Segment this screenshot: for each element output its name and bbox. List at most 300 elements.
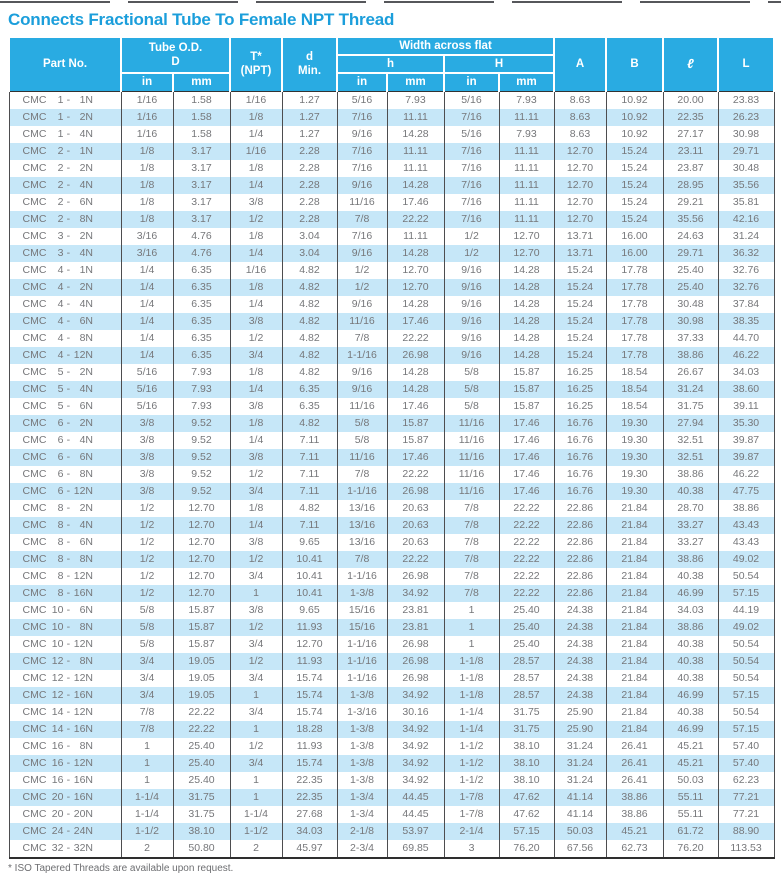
value-cell: 31.75 [499, 721, 554, 738]
value-cell: 1/2 [230, 211, 282, 228]
value-cell: 31.75 [173, 806, 230, 823]
value-cell: 32.51 [663, 432, 718, 449]
part-no-cell: CMC 2 - 1N [9, 143, 121, 160]
value-cell: 28.70 [663, 500, 718, 517]
value-cell: 3/8 [230, 398, 282, 415]
value-cell: 26.98 [387, 636, 444, 653]
value-cell: 9/16 [444, 313, 499, 330]
value-cell: 7.93 [499, 126, 554, 143]
table-row [9, 296, 774, 313]
value-cell: 11/16 [444, 432, 499, 449]
value-cell: 50.03 [554, 823, 606, 840]
top-divider-rule [0, 1, 781, 3]
table-row [9, 194, 774, 211]
value-cell: 22.86 [554, 500, 606, 517]
value-cell: 39.87 [718, 449, 774, 466]
value-cell: 16.76 [554, 466, 606, 483]
value-cell: 2 [230, 840, 282, 858]
value-cell: 22.22 [499, 585, 554, 602]
value-cell: 14.28 [499, 347, 554, 364]
subheader-H-in: in [444, 73, 499, 91]
value-cell: 15.24 [606, 194, 663, 211]
value-cell: 23.87 [663, 160, 718, 177]
part-no-cell: CMC 6 - 12N [9, 483, 121, 500]
value-cell: 12.70 [173, 568, 230, 585]
value-cell: 1-3/8 [337, 772, 387, 789]
value-cell: 1/4 [230, 245, 282, 262]
d-label: d [306, 50, 314, 63]
value-cell: 69.85 [387, 840, 444, 858]
table-row [9, 143, 774, 160]
value-cell: 15.87 [173, 602, 230, 619]
value-cell: 2 [121, 840, 173, 858]
value-cell: 2.28 [282, 143, 337, 160]
value-cell: 15.74 [282, 687, 337, 704]
value-cell: 20.00 [663, 91, 718, 109]
value-cell: 18.54 [606, 381, 663, 398]
value-cell: 10.92 [606, 126, 663, 143]
value-cell: 1/16 [121, 109, 173, 126]
value-cell: 7/8 [337, 211, 387, 228]
value-cell: 14.28 [499, 330, 554, 347]
value-cell: 17.78 [606, 279, 663, 296]
value-cell: 26.98 [387, 347, 444, 364]
part-no-cell: CMC 14 - 12N [9, 704, 121, 721]
value-cell: 7/8 [444, 585, 499, 602]
value-cell: 9/16 [337, 381, 387, 398]
value-cell: 1.27 [282, 91, 337, 109]
table-row [9, 347, 774, 364]
value-cell: 7/16 [444, 109, 499, 126]
value-cell: 46.99 [663, 687, 718, 704]
value-cell: 15.87 [173, 619, 230, 636]
value-cell: 1/4 [230, 517, 282, 534]
value-cell: 1/4 [121, 347, 173, 364]
value-cell: 25.40 [663, 279, 718, 296]
value-cell: 44.45 [387, 789, 444, 806]
value-cell: 1-3/8 [337, 585, 387, 602]
value-cell: 61.72 [663, 823, 718, 840]
part-no-cell: CMC 4 - 12N [9, 347, 121, 364]
value-cell: 23.83 [718, 91, 774, 109]
value-cell: 15.87 [387, 432, 444, 449]
value-cell: 1 [444, 636, 499, 653]
value-cell: 11.11 [499, 194, 554, 211]
value-cell: 34.92 [387, 585, 444, 602]
value-cell: 1/8 [230, 279, 282, 296]
part-no-cell: CMC 5 - 4N [9, 381, 121, 398]
value-cell: 32.51 [663, 449, 718, 466]
value-cell: 10.41 [282, 585, 337, 602]
value-cell: 23.81 [387, 619, 444, 636]
value-cell: 3.04 [282, 228, 337, 245]
value-cell: 9/16 [337, 177, 387, 194]
value-cell: 7.11 [282, 517, 337, 534]
value-cell: 46.22 [718, 347, 774, 364]
part-no-cell: CMC 16 - 8N [9, 738, 121, 755]
value-cell: 11.93 [282, 653, 337, 670]
value-cell: 7/16 [444, 143, 499, 160]
table-row [9, 466, 774, 483]
value-cell: 46.99 [663, 721, 718, 738]
value-cell: 7.93 [499, 91, 554, 109]
value-cell: 1/4 [230, 432, 282, 449]
value-cell: 1/8 [121, 143, 173, 160]
value-cell: 38.86 [663, 466, 718, 483]
value-cell: 16.76 [554, 415, 606, 432]
part-no-cell: CMC 14 - 16N [9, 721, 121, 738]
value-cell: 15.24 [554, 296, 606, 313]
value-cell: 7/8 [121, 721, 173, 738]
value-cell: 5/16 [444, 126, 499, 143]
value-cell: 7/8 [337, 330, 387, 347]
value-cell: 31.75 [173, 789, 230, 806]
value-cell: 38.10 [499, 755, 554, 772]
value-cell: 2.28 [282, 177, 337, 194]
value-cell: 77.21 [718, 789, 774, 806]
value-cell: 17.46 [387, 449, 444, 466]
part-no-cell: CMC 2 - 4N [9, 177, 121, 194]
value-cell: 45.21 [606, 823, 663, 840]
subheader-tube-mm: mm [173, 73, 230, 91]
value-cell: 4.82 [282, 313, 337, 330]
value-cell: 35.56 [663, 211, 718, 228]
value-cell: 3/4 [230, 636, 282, 653]
value-cell: 16.00 [606, 245, 663, 262]
value-cell: 15.24 [554, 313, 606, 330]
value-cell: 12.70 [173, 534, 230, 551]
part-no-cell: CMC 4 - 2N [9, 279, 121, 296]
value-cell: 14.28 [387, 245, 444, 262]
value-cell: 7/16 [444, 160, 499, 177]
value-cell: 9.52 [173, 415, 230, 432]
table-row [9, 568, 774, 585]
value-cell: 12.70 [554, 160, 606, 177]
value-cell: 25.90 [554, 704, 606, 721]
value-cell: 22.22 [387, 466, 444, 483]
value-cell: 31.24 [554, 772, 606, 789]
value-cell: 40.38 [663, 636, 718, 653]
value-cell: 3/8 [121, 466, 173, 483]
value-cell: 1-3/8 [337, 755, 387, 772]
value-cell: 3/8 [230, 194, 282, 211]
part-no-cell: CMC 1 - 4N [9, 126, 121, 143]
value-cell: 15.74 [282, 670, 337, 687]
value-cell: 7.11 [282, 449, 337, 466]
value-cell: 1-1/4 [444, 704, 499, 721]
value-cell: 2.28 [282, 194, 337, 211]
value-cell: 1/2 [121, 534, 173, 551]
table-row [9, 483, 774, 500]
value-cell: 12.70 [173, 551, 230, 568]
value-cell: 1-7/8 [444, 806, 499, 823]
t-star-label: T* [250, 50, 262, 63]
value-cell: 17.78 [606, 313, 663, 330]
value-cell: 11.93 [282, 738, 337, 755]
value-cell: 5/16 [444, 91, 499, 109]
value-cell: 22.35 [663, 109, 718, 126]
value-cell: 47.62 [499, 789, 554, 806]
value-cell: 3/8 [121, 432, 173, 449]
value-cell: 4.82 [282, 347, 337, 364]
value-cell: 1 [230, 721, 282, 738]
table-row [9, 109, 774, 126]
value-cell: 12.70 [554, 143, 606, 160]
value-cell: 29.21 [663, 194, 718, 211]
table-row [9, 551, 774, 568]
value-cell: 76.20 [499, 840, 554, 858]
value-cell: 11/16 [337, 194, 387, 211]
value-cell: 55.11 [663, 806, 718, 823]
col-header-h-upper: H [444, 55, 554, 73]
value-cell: 45.21 [663, 738, 718, 755]
part-no-cell: CMC 5 - 2N [9, 364, 121, 381]
value-cell: 31.24 [554, 755, 606, 772]
value-cell: 3/4 [121, 653, 173, 670]
value-cell: 6.35 [173, 347, 230, 364]
table-row [9, 721, 774, 738]
value-cell: 25.40 [173, 738, 230, 755]
value-cell: 11/16 [337, 449, 387, 466]
value-cell: 10.41 [282, 568, 337, 585]
value-cell: 17.46 [499, 415, 554, 432]
value-cell: 7.11 [282, 466, 337, 483]
value-cell: 25.90 [554, 721, 606, 738]
value-cell: 7/16 [444, 194, 499, 211]
value-cell: 38.86 [663, 619, 718, 636]
value-cell: 62.23 [718, 772, 774, 789]
value-cell: 25.40 [499, 602, 554, 619]
part-no-cell: CMC 20 - 16N [9, 789, 121, 806]
value-cell: 49.02 [718, 551, 774, 568]
value-cell: 38.86 [718, 500, 774, 517]
value-cell: 26.41 [606, 738, 663, 755]
page-title: Connects Fractional Tube To Female NPT Thread [8, 10, 395, 29]
value-cell: 16.76 [554, 483, 606, 500]
value-cell: 17.46 [387, 398, 444, 415]
value-cell: 1-1/8 [444, 687, 499, 704]
value-cell: 1/4 [230, 381, 282, 398]
value-cell: 1/2 [444, 245, 499, 262]
value-cell: 14.28 [499, 296, 554, 313]
value-cell: 11.11 [499, 143, 554, 160]
value-cell: 9.65 [282, 602, 337, 619]
value-cell: 1/16 [230, 143, 282, 160]
value-cell: 1/8 [121, 194, 173, 211]
col-header-d-min [282, 37, 337, 91]
value-cell: 38.86 [663, 347, 718, 364]
part-no-cell: CMC 8 - 16N [9, 585, 121, 602]
value-cell: 14.28 [387, 177, 444, 194]
value-cell: 35.30 [718, 415, 774, 432]
value-cell: 9/16 [337, 364, 387, 381]
value-cell: 17.78 [606, 347, 663, 364]
part-no-cell: CMC 4 - 1N [9, 262, 121, 279]
value-cell: 4.76 [173, 245, 230, 262]
value-cell: 40.38 [663, 483, 718, 500]
value-cell: 9/16 [444, 296, 499, 313]
value-cell: 7/8 [444, 517, 499, 534]
value-cell: 1/8 [121, 160, 173, 177]
value-cell: 21.84 [606, 670, 663, 687]
part-no-cell: CMC 6 - 8N [9, 466, 121, 483]
value-cell: 15.24 [606, 211, 663, 228]
value-cell: 4.82 [282, 296, 337, 313]
value-cell: 3.04 [282, 245, 337, 262]
value-cell: 11/16 [337, 313, 387, 330]
part-no-cell: CMC 4 - 4N [9, 296, 121, 313]
value-cell: 3.17 [173, 160, 230, 177]
table-row [9, 840, 774, 858]
value-cell: 11/16 [337, 398, 387, 415]
value-cell: 38.10 [499, 772, 554, 789]
value-cell: 9/16 [444, 279, 499, 296]
value-cell: 18.54 [606, 398, 663, 415]
value-cell: 9/16 [444, 347, 499, 364]
value-cell: 2.28 [282, 160, 337, 177]
value-cell: 39.87 [718, 432, 774, 449]
value-cell: 18.28 [282, 721, 337, 738]
table-row [9, 398, 774, 415]
value-cell: 3/8 [230, 602, 282, 619]
value-cell: 22.22 [499, 534, 554, 551]
part-no-cell: CMC 6 - 4N [9, 432, 121, 449]
value-cell: 3/4 [230, 670, 282, 687]
value-cell: 15.87 [173, 636, 230, 653]
col-header-tube-od [121, 37, 230, 73]
value-cell: 1/2 [121, 517, 173, 534]
value-cell: 6.35 [282, 398, 337, 415]
value-cell: 5/8 [121, 619, 173, 636]
value-cell: 22.86 [554, 534, 606, 551]
value-cell: 10.41 [282, 551, 337, 568]
value-cell: 22.35 [282, 789, 337, 806]
value-cell: 22.35 [282, 772, 337, 789]
value-cell: 7/16 [337, 143, 387, 160]
value-cell: 14.28 [387, 381, 444, 398]
table-row [9, 245, 774, 262]
part-no-label: Part No. [42, 58, 88, 71]
value-cell: 43.43 [718, 534, 774, 551]
value-cell: 62.73 [606, 840, 663, 858]
part-no-cell: CMC 4 - 6N [9, 313, 121, 330]
value-cell: 9/16 [444, 330, 499, 347]
value-cell: 14.28 [499, 313, 554, 330]
col-header-l: L [718, 37, 774, 91]
value-cell: 22.22 [173, 721, 230, 738]
value-cell: 44.19 [718, 602, 774, 619]
value-cell: 22.86 [554, 568, 606, 585]
table-row [9, 636, 774, 653]
value-cell: 1/2 [230, 738, 282, 755]
value-cell: 34.92 [387, 772, 444, 789]
value-cell: 4.82 [282, 279, 337, 296]
value-cell: 15.24 [554, 262, 606, 279]
value-cell: 12.70 [173, 585, 230, 602]
value-cell: 27.68 [282, 806, 337, 823]
value-cell: 22.22 [499, 568, 554, 585]
value-cell: 50.54 [718, 636, 774, 653]
value-cell: 1-1/8 [444, 670, 499, 687]
value-cell: 3.17 [173, 194, 230, 211]
spec-table-header [9, 37, 774, 91]
value-cell: 20.63 [387, 500, 444, 517]
value-cell: 39.11 [718, 398, 774, 415]
value-cell: 12.70 [387, 262, 444, 279]
col-header-b: B [606, 37, 663, 91]
value-cell: 1 [230, 789, 282, 806]
value-cell: 1/16 [121, 126, 173, 143]
value-cell: 34.03 [282, 823, 337, 840]
value-cell: 1/2 [230, 330, 282, 347]
value-cell: 1/4 [230, 296, 282, 313]
value-cell: 26.67 [663, 364, 718, 381]
value-cell: 40.38 [663, 653, 718, 670]
value-cell: 7.93 [173, 398, 230, 415]
value-cell: 44.45 [387, 806, 444, 823]
value-cell: 3/4 [121, 687, 173, 704]
value-cell: 40.38 [663, 568, 718, 585]
table-row [9, 755, 774, 772]
value-cell: 1/2 [121, 551, 173, 568]
value-cell: 1/2 [230, 551, 282, 568]
tube-od-d-label: D [171, 56, 180, 68]
part-no-cell: CMC 8 - 12N [9, 568, 121, 585]
value-cell: 3.17 [173, 143, 230, 160]
value-cell: 76.20 [663, 840, 718, 858]
value-cell: 1/4 [230, 126, 282, 143]
value-cell: 22.22 [173, 704, 230, 721]
table-row [9, 738, 774, 755]
min-label: Min. [298, 65, 322, 78]
value-cell: 3/4 [230, 755, 282, 772]
part-no-cell: CMC 10 - 8N [9, 619, 121, 636]
value-cell: 15.24 [554, 347, 606, 364]
value-cell: 38.10 [173, 823, 230, 840]
value-cell: 1.27 [282, 109, 337, 126]
value-cell: 50.54 [718, 568, 774, 585]
part-no-cell: CMC 32 - 32N [9, 840, 121, 858]
col-header-t-npt [230, 37, 282, 91]
part-no-cell: CMC 6 - 6N [9, 449, 121, 466]
value-cell: 5/16 [121, 398, 173, 415]
value-cell: 46.22 [718, 466, 774, 483]
value-cell: 25.40 [499, 636, 554, 653]
table-row [9, 517, 774, 534]
value-cell: 15.24 [606, 177, 663, 194]
value-cell: 26.98 [387, 670, 444, 687]
value-cell: 1-1/4 [230, 806, 282, 823]
value-cell: 2.28 [282, 211, 337, 228]
value-cell: 22.86 [554, 517, 606, 534]
value-cell: 49.02 [718, 619, 774, 636]
value-cell: 13/16 [337, 500, 387, 517]
value-cell: 30.98 [663, 313, 718, 330]
subheader-h-mm: mm [387, 73, 444, 91]
value-cell: 1/8 [121, 177, 173, 194]
value-cell: 1-1/4 [121, 789, 173, 806]
value-cell: 57.15 [499, 823, 554, 840]
value-cell: 30.98 [718, 126, 774, 143]
value-cell: 4.76 [173, 228, 230, 245]
value-cell: 5/16 [121, 364, 173, 381]
value-cell: 12.70 [499, 228, 554, 245]
value-cell: 41.14 [554, 789, 606, 806]
table-row [9, 500, 774, 517]
value-cell: 7/16 [444, 177, 499, 194]
part-no-cell: CMC 3 - 4N [9, 245, 121, 262]
value-cell: 1 [444, 619, 499, 636]
